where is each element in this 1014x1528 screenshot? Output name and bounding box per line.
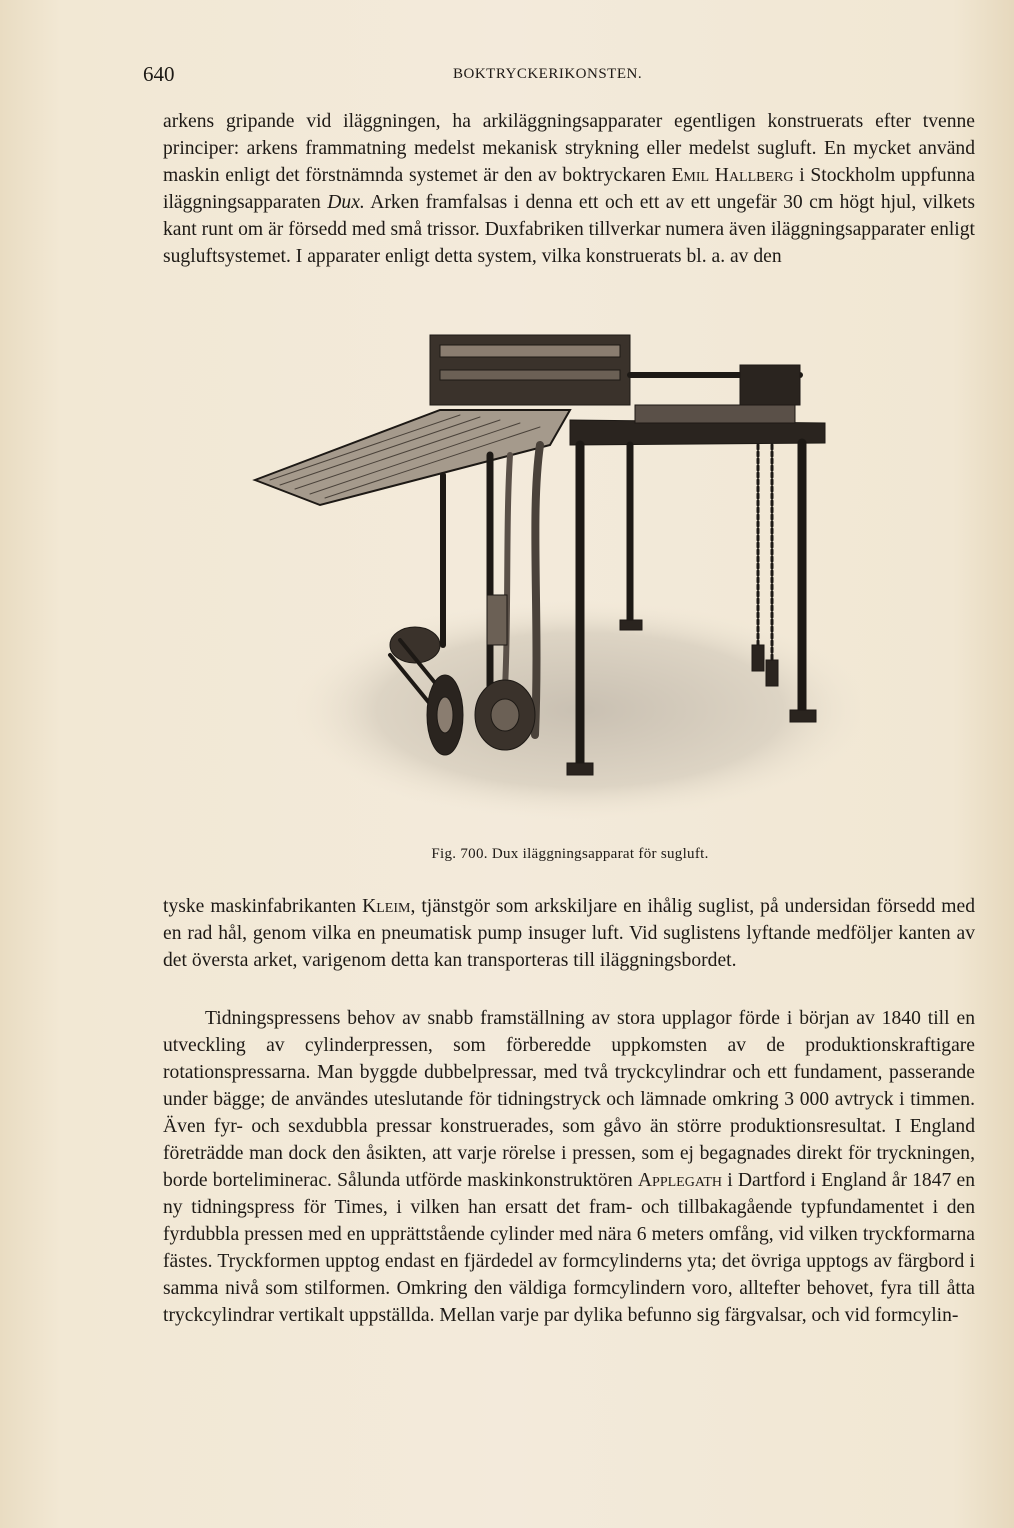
air-cylinder xyxy=(487,595,507,645)
feeding-board xyxy=(255,410,570,505)
running-title: BOKTRYCKERIKONSTEN. xyxy=(453,66,643,82)
vacuum-pipe xyxy=(535,445,540,735)
paragraph-intro xyxy=(163,108,975,270)
paragraph-text: Tidningspressens behov av snabb framställning av stora upplagor förde i början av 1840 till en utveckling av cylinderpressen, som förberedde uppkomsten av de produktionskraftigare rotationspressarna. Man byggde dubbelpressar, med två tryckcylindrar och ett fundament, passerande under bägge; de användes uteslutande för tidningstryck och lämnade omkring 3 000 avtryck i timmen. Även fyr- och sexdubbla pressar konstruerades, som gåvo än större produktionsresultat. I England företrädde man dock den åsikten, att varje rörelse i pressen, som ej begagnades direkt för tryckningen, borde borteliminerас. Sålunda utförde maskinkonstruktören Applegath i Dartford i England år 1847 en ny tidningspress för Times, i vilken han ersatt det fram- och tillbakagående typfundamentet i den fyrdubbla pressen med en upprättstående cylinder med nära 6 meters omfång, vid vilken tryckformarna fästes. Tryckformen upptog endast en fjärdedel av formcylinderns yta; det övriga upptogs av färgbord i samma nivå som stilformen. Omkring den väldiga formcylindern voro, alltefter behovet, fyra till åtta tryckcylindrar vertikalt uppställda. Mellan varje par dylika befunno sig färgvalsar, och vid formcylin- xyxy=(163,1008,975,1326)
table-top xyxy=(570,420,825,445)
figure-dux-feeder xyxy=(240,315,860,835)
page-header xyxy=(143,62,973,92)
person-name: Emil Hallberg xyxy=(671,165,794,186)
paragraph-newspaper-press xyxy=(163,1005,975,1329)
person-name: Kleim, xyxy=(362,896,416,917)
dux-machine-illustration xyxy=(240,315,860,835)
paragraph-text: tyske maskinfabrikanten Kleim, tjänstgör som arkskiljare en ihålig suglist, på undersidan försedd med en rad hål, genom vilka en pneumatisk pump insuger luft. Vid suglistens lyftande medföljer kanten av det översta arket, varigenom detta kan transporteras till iläggningsbordet. xyxy=(163,896,975,971)
person-name: Applegath xyxy=(637,1170,723,1191)
paragraph-kleim xyxy=(163,893,975,974)
machine-name: Dux. xyxy=(327,192,365,213)
table-surface xyxy=(635,405,795,423)
page-number: 640 xyxy=(143,62,175,86)
paragraph-text: arkens gripande vid iläggningen, ha arkiläggningsapparater egentligen konstruerats efter tvenne principer: arkens frammatning medelst mekanisk strykning eller medelst sugluft. En mycket använd maskin enligt det förstnämnda systemet är den av boktryckaren Emil Hallberg i Stockholm uppfunna iläggningsapparaten Dux. Arken framfalsas i denna ett och ett av ett ungefär 30 cm högt hjul, vilkets kant runt om är försedd med små trissor. Duxfabriken tillverkar numera även iläggningsapparater enligt sugluftsystemet. I apparater enligt detta system, vilka konstruerats bl. a. av den xyxy=(163,111,975,267)
figure-caption: Fig. 700. Dux iläggningsapparat för sugluft. xyxy=(431,846,709,862)
floor-shadow xyxy=(290,600,860,820)
